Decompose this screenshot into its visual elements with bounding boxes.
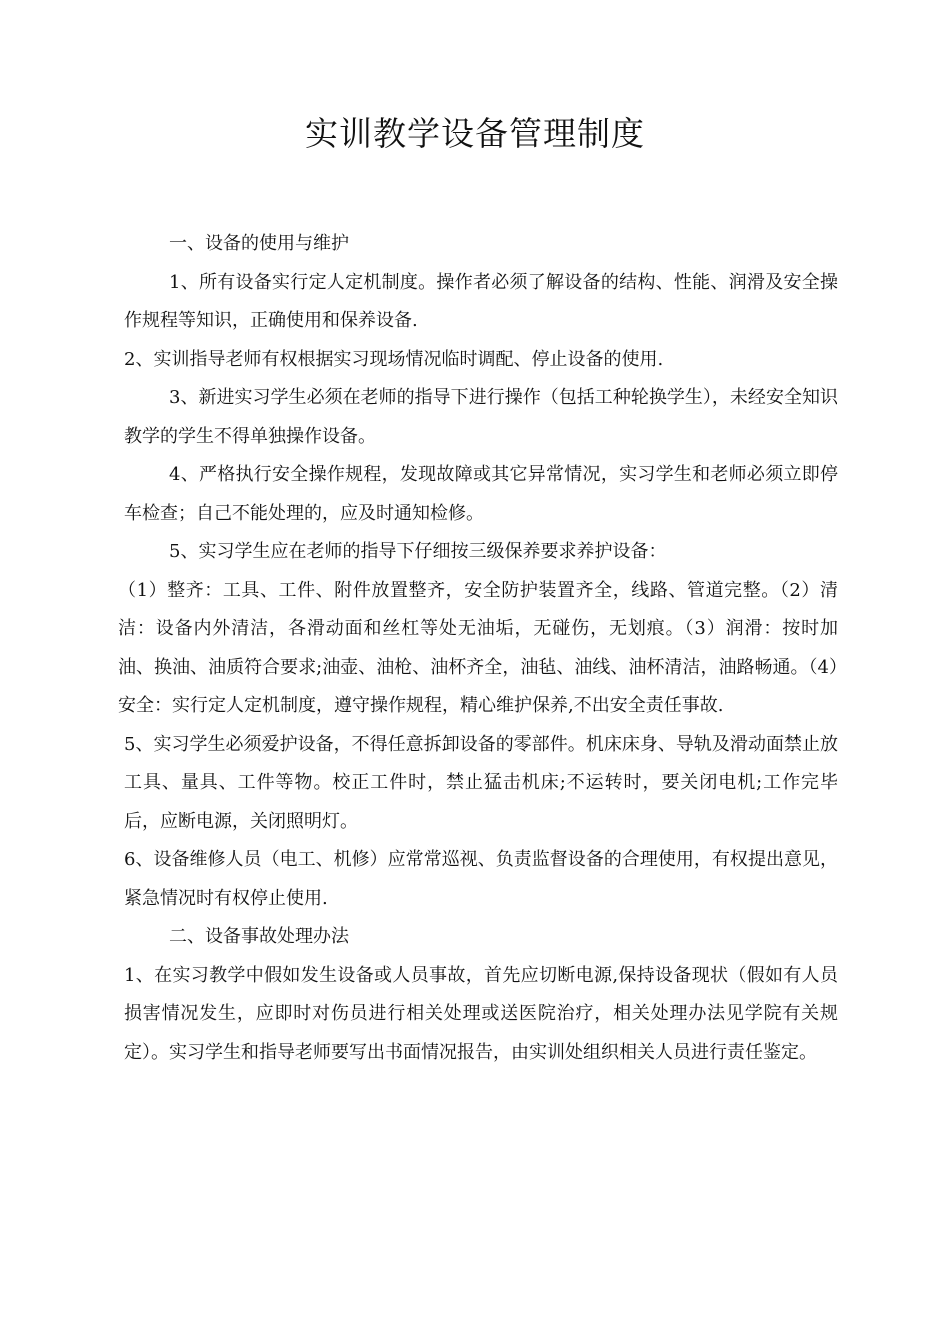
paragraph-1-2: 2、实训指导老师有权根据实习现场情况临时调配、停止设备的使用.	[124, 348, 664, 370]
paragraph-1-5: 5、实习学生应在老师的指导下仔细按三级保养要求养护设备：	[169, 541, 667, 562]
paragraph-1-3: 3、新进实习学生必须在老师的指导下进行操作（包括工种轮换学生），未经安全知识教学的学生不得单独操作设备。	[124, 387, 838, 447]
document-title: 实训教学设备管理制度	[305, 114, 645, 153]
paragraph-1-6: （1）整齐：工具、工件、附件放置整齐，安全防护装置齐全，线路、管道完整。（2）清洁：设备内外清洁，各滑动面和丝杠等处无油垢，无碰伤，无划痕。（3）润滑：按时加油、换油、油质符合要求;油壶、油枪、油杯齐全，油毡、油线、油杯清洁，油路畅通。（4）安全：实行定人定机制度，遵守操作规程，精心维护保养,不出安全责任事故.	[118, 579, 838, 716]
paragraph-1-1: 1、所有设备实行定人定机制度。操作者必须了解设备的结构、性能、润滑及安全操作规程等知识，正确使用和保养设备.	[124, 271, 838, 331]
section-heading-1: 一、设备的使用与维护	[169, 233, 349, 254]
paragraph-2-1: 1、在实习教学中假如发生设备或人员事故，首先应切断电源,保持设备现状（假如有人员损害情况发生，应即时对伤员进行相关处理或送医院治疗，相关处理办法见学院有关规定）。实习学生和指导老师要写出书面情况报告，由实训处组织相关人员进行责任鉴定。	[124, 964, 838, 1063]
paragraph-1-7: 5、实习学生必须爱护设备，不得任意拆卸设备的零部件。机床床身、导轨及滑动面禁止放工具、量具、工件等物。校正工件时，禁止猛击机床;不运转时，要关闭电机;工作完毕后，应断电源，关闭照明灯。	[124, 733, 838, 832]
paragraph-1-4: 4、严格执行安全操作规程，发现故障或其它异常情况，实习学生和老师必须立即停车检查；自己不能处理的，应及时通知检修。	[124, 464, 838, 524]
section-heading-2: 二、设备事故处理办法	[169, 926, 349, 947]
document-body	[118, 225, 838, 1072]
paragraph-1-8: 6、设备维修人员（电工、机修）应常常巡视、负责监督设备的合理使用，有权提出意见，紧急情况时有权停止使用.	[124, 849, 838, 909]
